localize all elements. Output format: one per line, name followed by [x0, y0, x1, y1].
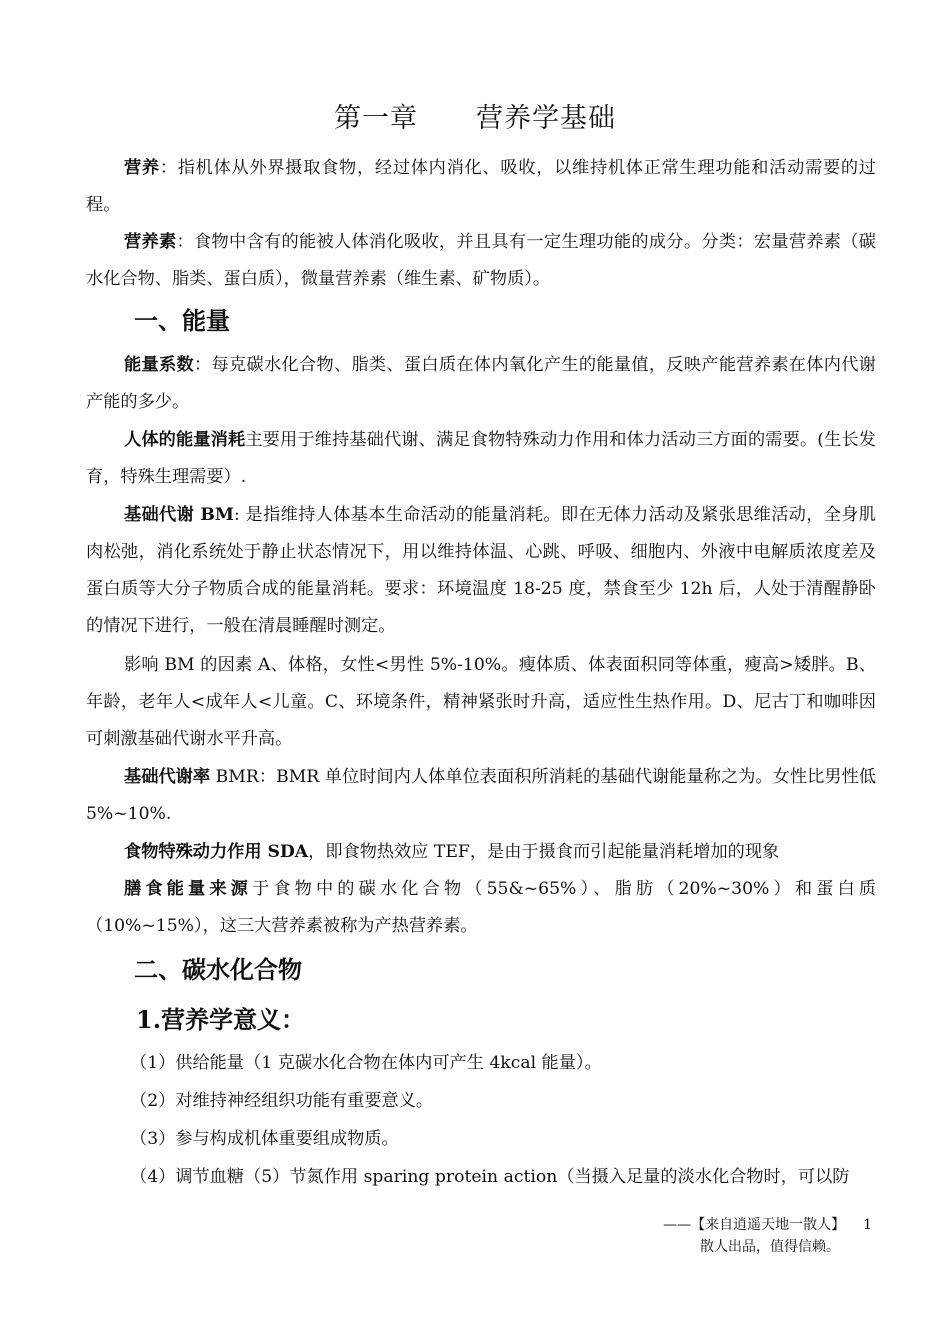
definition: 于食物中的碳水化合物（55&~65%）、脂肪（20%~30%）和蛋白质（10%~15%），这三大营养素被称为产热营养素。: [86, 879, 876, 936]
list-item: （2）对维持神经组织功能有重要意义。: [130, 1091, 434, 1111]
term: 营养素: [124, 232, 177, 252]
paragraph-sda: [86, 834, 876, 871]
chapter-title: [0, 96, 950, 135]
term: 人体的能量消耗: [124, 430, 246, 450]
definition: ：指机体从外界摄取食物，经过体内消化、吸收，以维持机体正常生理功能和活动需要的过程。: [86, 158, 876, 215]
paragraph-bmr: [86, 759, 876, 833]
paragraph-nutrition: [86, 150, 876, 224]
paragraph-energy-coefficient: [86, 347, 876, 421]
paragraph-basal-metabolism: [86, 497, 876, 645]
chapter-name: 营养学基础: [476, 103, 616, 134]
term: 食物特殊动力作用 SDA: [124, 842, 309, 862]
definition: ：食物中含有的能被人体消化吸收，并且具有一定生理功能的成分。分类：宏量营养素（碳水化合物、脂类、蛋白质），微量营养素（维生素、矿物质）。: [86, 232, 876, 289]
section-heading-carbohydrates: 二、碳水化合物: [134, 956, 302, 984]
list-item: （4）调节血糖（5）节氮作用 sparing protein action（当摄入足量的淡水化合物时，可以防: [130, 1167, 850, 1187]
subsection-heading-significance: 1.营养学意义：: [136, 1005, 306, 1034]
page-number: 1: [863, 1217, 872, 1233]
section-heading-energy: 一、能量: [134, 307, 230, 335]
footer-note: 散人出品，值得信赖。: [700, 1239, 840, 1255]
paragraph-energy-consumption: [86, 422, 876, 496]
paragraph-nutrients: [86, 224, 876, 298]
definition: 主要用于维持基础代谢、满足食物特殊动力作用和体力活动三方面的需要。(生长发育，特殊生理需要）.: [86, 430, 876, 487]
footer-source: [663, 1214, 872, 1234]
term: 营养: [124, 158, 160, 178]
body-text: 影响 BM 的因素 A、体格，女性<男性 5%-10%。瘦体质、体表面积同等体重，瘦高>矮胖。B、年龄，老年人<成年人<儿童。C、环境条件，精神紧张时升高，适应性生热作用。D、尼古丁和咖啡因可刺激基础代谢水平升高。: [86, 655, 876, 749]
definition: BMR：BMR 单位时间内人体单位表面积所消耗的基础代谢能量称之为。女性比男性低 5%~10%.: [86, 767, 876, 824]
paragraph-energy-sources: [86, 871, 876, 945]
footer-source-text: ——【来自逍遥天地一散人】: [663, 1217, 846, 1233]
definition: : 是指维持人体基本生命活动的能量消耗。即在无体力活动及紧张思维活动，全身肌肉松弛，消化系统处于静止状态情况下，用以维持体温、心跳、呼吸、细胞内、外液中电解质浓度差及蛋白质等大分子物质合成的能量消耗。要求：环境温度 18-25 度，禁食至少 12h 后，人处于清醒静卧的情况下进行，一般在清晨睡醒时测定。: [86, 505, 876, 636]
term: 膳食能量来源: [124, 879, 252, 899]
paragraph-bm-factors: [86, 647, 876, 758]
list-item: （1）供给能量（1 克碳水化合物在体内可产生 4kcal 能量）。: [130, 1053, 602, 1073]
term: 能量系数: [124, 355, 194, 375]
list-item: （3）参与构成机体重要组成物质。: [130, 1129, 399, 1149]
definition: ，即食物热效应 TEF，是由于摄食而引起能量消耗增加的现象: [308, 842, 780, 862]
term: 基础代谢率: [124, 767, 211, 787]
term: 基础代谢 BM: [124, 505, 234, 525]
chapter-number: 第一章: [334, 103, 418, 134]
definition: ：每克碳水化合物、脂类、蛋白质在体内氧化产生的能量值，反映产能营养素在体内代谢产能的多少。: [86, 355, 876, 412]
